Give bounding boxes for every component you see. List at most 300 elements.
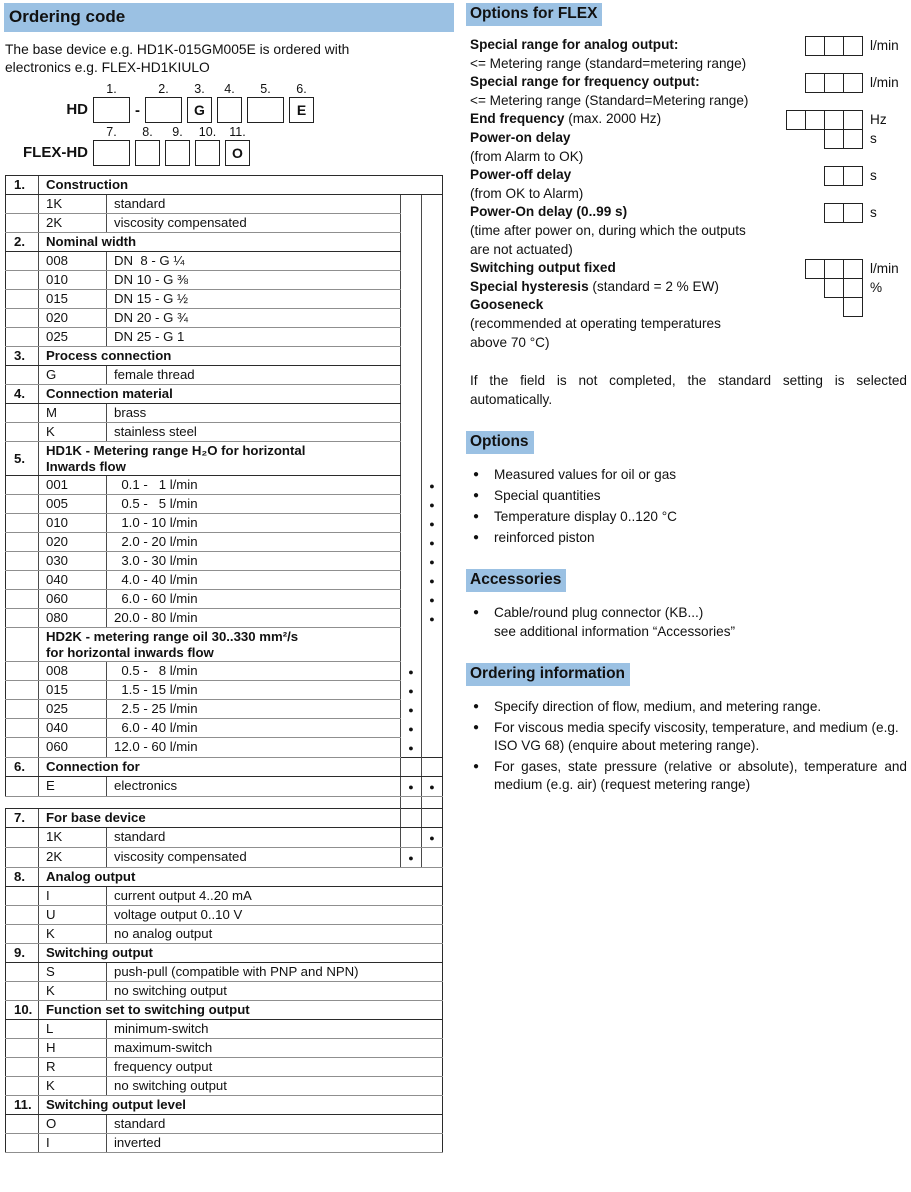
table-section-header	[6, 808, 443, 827]
row-number-cell	[6, 271, 39, 290]
option-description: no analog output	[107, 924, 443, 943]
section-number: 7.	[6, 808, 39, 827]
option-code: 060	[39, 590, 107, 609]
compatibility-dot-icon: ●	[429, 832, 435, 843]
code-entry-cell	[824, 278, 844, 298]
ordering-information-item	[466, 719, 907, 755]
flex-option-line	[470, 129, 759, 148]
bullet-icon: ●	[473, 761, 480, 773]
code-box-column	[225, 125, 250, 166]
channel-2k-cell	[401, 757, 422, 776]
option-code: 1K	[39, 195, 107, 214]
row-number-cell	[6, 719, 39, 738]
channel-1k-cell	[422, 776, 443, 796]
flex-option-note: <= Metering range (Standard=Metering range)	[470, 92, 749, 108]
row-number-cell	[6, 214, 39, 233]
section-label: For base device	[39, 808, 401, 827]
option-description: brass	[107, 404, 401, 423]
option-description: voltage output 0..10 V	[107, 905, 443, 924]
flex-option-line	[470, 222, 759, 259]
table-section-header	[6, 385, 443, 404]
table-row	[6, 1114, 443, 1133]
option-code: H	[39, 1038, 107, 1057]
flex-option-note: (standard = 2 % EW)	[588, 278, 719, 294]
channel-1k-cell	[422, 719, 443, 738]
unit-label: %	[870, 280, 883, 296]
code-box-column	[93, 125, 130, 166]
channel-1k-cell	[422, 757, 443, 776]
diagram-row-label: HD	[66, 101, 88, 118]
table-row	[6, 271, 443, 290]
option-description: standard	[107, 1114, 443, 1133]
code-entry-cell	[786, 110, 806, 130]
channel-2k-cell	[401, 347, 422, 366]
code-entry-widget	[782, 110, 907, 149]
row-number-cell	[6, 662, 39, 681]
section-label: Connection material	[39, 385, 401, 404]
code-entry-widget	[782, 36, 907, 56]
option-code: 1K	[39, 827, 107, 847]
option-description: DN 10 - G ⅜	[107, 271, 401, 290]
code-entry-cell	[843, 259, 863, 279]
section-label-line: HD1K - Metering range H₂O for horizontal	[46, 443, 306, 458]
gap-cell	[39, 796, 107, 808]
row-number-cell	[6, 1076, 39, 1095]
ordering-information-list	[466, 698, 907, 794]
unit-label: l/min	[870, 261, 899, 277]
option-description: frequency output	[107, 1057, 443, 1076]
channel-1k-cell	[422, 681, 443, 700]
code-entry-cells	[782, 166, 863, 186]
code-entry-line	[782, 110, 907, 130]
code-box-column	[289, 82, 314, 123]
channel-2k-cell	[401, 442, 422, 476]
row-number-cell	[6, 1038, 39, 1057]
channel-1k-cell	[422, 847, 443, 867]
code-entry-widget	[782, 203, 907, 223]
row-number-cell	[6, 476, 39, 495]
option-code: 008	[39, 662, 107, 681]
table-row	[6, 290, 443, 309]
option-description: no switching output	[107, 981, 443, 1000]
row-number-cell	[6, 309, 39, 328]
option-description: 6.0 - 40 l/min	[107, 719, 401, 738]
section-title-options: Options	[466, 431, 534, 454]
flex-option-line	[470, 73, 759, 92]
row-number-cell	[6, 195, 39, 214]
right-column	[466, 3, 907, 1153]
table-gap-row	[6, 796, 443, 808]
row-number-cell	[6, 366, 39, 385]
table-row	[6, 905, 443, 924]
option-code: I	[39, 1133, 107, 1152]
compatibility-dot-icon: ●	[429, 575, 435, 586]
section-label: Analog output	[39, 867, 443, 886]
channel-2k-cell	[401, 309, 422, 328]
channel-1k-cell	[422, 552, 443, 571]
code-box-9	[165, 140, 190, 166]
code-entry-cell	[805, 110, 825, 130]
bullet-icon: ●	[473, 469, 480, 481]
table-section-header	[6, 347, 443, 366]
table-section-header	[6, 233, 443, 252]
row-number-cell	[6, 423, 39, 442]
code-entry-cells	[782, 129, 863, 149]
option-description: DN 15 - G ½	[107, 290, 401, 309]
code-entry-widget	[782, 73, 907, 93]
section-label: Switching output level	[39, 1095, 443, 1114]
code-entry-cells	[782, 203, 863, 223]
table-row	[6, 423, 443, 442]
option-code: 040	[39, 719, 107, 738]
code-box-column	[135, 125, 160, 166]
channel-2k-cell	[401, 533, 422, 552]
ordering-information-item	[466, 698, 907, 716]
accessories-list-item-text: see additional information “Accessories”	[494, 624, 736, 640]
accessories-section	[466, 569, 907, 641]
left-column	[4, 3, 454, 1153]
option-description: current output 4..20 mA	[107, 886, 443, 905]
channel-1k-cell	[422, 252, 443, 271]
option-description: 1.5 - 15 l/min	[107, 681, 401, 700]
flex-option-line	[470, 185, 759, 204]
table-section-header	[6, 1000, 443, 1019]
section-number: 6.	[6, 757, 39, 776]
option-code: 025	[39, 700, 107, 719]
code-box-column	[247, 82, 284, 123]
option-description: viscosity compensated	[107, 847, 401, 867]
table-row	[6, 681, 443, 700]
table-section-header	[6, 442, 443, 476]
compatibility-dot-icon: ●	[408, 685, 414, 696]
table-row	[6, 366, 443, 385]
table-row	[6, 1019, 443, 1038]
code-box-number: 8.	[142, 125, 153, 139]
diagram-row-2	[4, 125, 454, 166]
table-row	[6, 776, 443, 796]
channel-1k-cell	[422, 628, 443, 662]
row-number-cell	[6, 962, 39, 981]
channel-2k-cell	[401, 609, 422, 628]
options-list-item-text: Measured values for oil or gas	[494, 467, 677, 483]
channel-2k-cell	[401, 328, 422, 347]
section-number: 1.	[6, 176, 39, 195]
option-code: K	[39, 924, 107, 943]
row-number-cell	[6, 847, 39, 867]
code-entry-cells	[782, 73, 863, 93]
code-entry-cell	[843, 110, 863, 130]
unit-label: s	[870, 168, 877, 184]
option-description: female thread	[107, 366, 401, 385]
flex-option-line	[470, 259, 759, 278]
code-entry-cell	[824, 166, 844, 186]
code-entry-cell	[805, 73, 825, 93]
code-entry-cell	[843, 129, 863, 149]
table-row	[6, 886, 443, 905]
compatibility-dot-icon: ●	[429, 537, 435, 548]
flex-option-line	[470, 296, 759, 315]
table-row	[6, 1133, 443, 1152]
section-number: 11.	[6, 1095, 39, 1114]
flex-option-line	[470, 55, 759, 74]
channel-1k-cell	[422, 796, 443, 808]
option-code: K	[39, 1076, 107, 1095]
option-code: M	[39, 404, 107, 423]
code-box-column	[195, 125, 220, 166]
code-box-column	[187, 82, 212, 123]
code-entry-cell	[843, 166, 863, 186]
flex-option-note: (time after power on, during which the outputs are not actuated)	[470, 222, 746, 257]
channel-1k-cell	[422, 233, 443, 252]
channel-2k-cell	[401, 366, 422, 385]
code-entry-line	[782, 203, 907, 223]
compatibility-dot-icon: ●	[429, 518, 435, 529]
flex-option-note: (recommended at operating temperatures above 70 °C)	[470, 315, 721, 350]
option-description: standard	[107, 827, 401, 847]
compatibility-dot-icon: ●	[429, 499, 435, 510]
channel-1k-cell	[422, 385, 443, 404]
unit-label: Hz	[870, 112, 887, 128]
flex-option-label: Power-on delay	[470, 129, 571, 145]
channel-2k-cell	[401, 628, 422, 662]
code-box-4	[217, 97, 242, 123]
flex-option-text	[466, 110, 759, 166]
flex-option-line	[470, 148, 759, 167]
channel-2k-cell	[401, 827, 422, 847]
code-entry-widget	[782, 259, 907, 317]
option-code: L	[39, 1019, 107, 1038]
row-number-cell	[6, 981, 39, 1000]
flex-option-group	[466, 203, 907, 259]
section-number: 5.	[6, 442, 39, 476]
code-entry-cell	[843, 36, 863, 56]
channel-1k-cell	[422, 309, 443, 328]
table-row	[6, 1038, 443, 1057]
code-entry-line	[782, 259, 907, 279]
section-number: 2.	[6, 233, 39, 252]
channel-2k-cell	[401, 776, 422, 796]
compatibility-dot-icon: ●	[408, 852, 414, 863]
channel-1k-cell	[422, 442, 443, 476]
table-section-header	[6, 176, 443, 195]
flex-option-line	[470, 36, 759, 55]
flex-option-text	[466, 36, 759, 73]
table-row	[6, 662, 443, 681]
channel-1k-cell	[422, 533, 443, 552]
compatibility-dot-icon: ●	[429, 556, 435, 567]
flex-option-line	[470, 315, 759, 352]
code-box-6: E	[289, 97, 314, 123]
section-label: Nominal width	[39, 233, 401, 252]
compatibility-dot-icon: ●	[429, 594, 435, 605]
table-row	[6, 533, 443, 552]
table-row	[6, 981, 443, 1000]
code-box-number: 7.	[106, 125, 117, 139]
options-section	[466, 431, 907, 547]
option-code: 040	[39, 571, 107, 590]
code-box-column	[165, 125, 190, 166]
flex-option-line	[470, 166, 759, 185]
option-description: electronics	[107, 776, 401, 796]
unit-label: s	[870, 205, 877, 221]
table-row	[6, 847, 443, 867]
channel-1k-cell	[422, 195, 443, 214]
code-box-10	[195, 140, 220, 166]
section-title-ordering-information: Ordering information	[466, 663, 630, 686]
channel-1k-cell	[422, 347, 443, 366]
section-number	[6, 628, 39, 662]
table-row	[6, 738, 443, 758]
table-row	[6, 924, 443, 943]
option-code: R	[39, 1057, 107, 1076]
section-label	[39, 442, 401, 476]
options-list-item	[466, 487, 907, 505]
compatibility-dot-icon: ●	[429, 613, 435, 624]
row-number-cell	[6, 609, 39, 628]
option-code: O	[39, 1114, 107, 1133]
channel-2k-cell	[401, 681, 422, 700]
table-row	[6, 609, 443, 628]
code-box-number: 11.	[229, 125, 246, 139]
flex-option-label: Power-On delay (0..99 s)	[470, 204, 628, 220]
channel-1k-cell	[422, 404, 443, 423]
bullet-icon: ●	[473, 607, 480, 619]
row-number-cell	[6, 681, 39, 700]
flex-option-label: Power-off delay	[470, 167, 572, 183]
code-entry-widget	[782, 166, 907, 186]
gap-cell	[107, 796, 401, 808]
option-code: 020	[39, 533, 107, 552]
ordering-code-table	[5, 175, 443, 1153]
flex-option-label: Gooseneck	[470, 297, 544, 313]
table-row	[6, 214, 443, 233]
flex-option-text	[466, 73, 759, 110]
option-code: E	[39, 776, 107, 796]
code-entry-cells	[782, 259, 863, 279]
flex-option-line	[470, 278, 759, 297]
row-number-cell	[6, 252, 39, 271]
option-code: 2K	[39, 214, 107, 233]
code-entry-cells	[782, 297, 863, 317]
gap-cell	[6, 796, 39, 808]
row-number-cell	[6, 590, 39, 609]
channel-2k-cell	[401, 214, 422, 233]
channel-2k-cell	[401, 233, 422, 252]
code-entry-line	[782, 36, 907, 56]
channel-1k-cell	[422, 214, 443, 233]
row-number-cell	[6, 1019, 39, 1038]
code-entry-cell	[805, 36, 825, 56]
intro-text	[5, 41, 454, 76]
channel-2k-cell	[401, 552, 422, 571]
section-title-options-for-flex: Options for FLEX	[466, 3, 602, 26]
unit-label: l/min	[870, 75, 899, 91]
code-box-11: O	[225, 140, 250, 166]
channel-2k-cell	[401, 796, 422, 808]
ordering-information-item-text: For viscous media specify viscosity, temperature, and medium (e.g. ISO VG 68) (enquire about metering range).	[494, 720, 899, 754]
code-entry-cell	[824, 36, 844, 56]
ordering-information-item-text: For gases, state pressure (relative or absolute), temperature and medium (e.g. air) (request metering range)	[494, 759, 907, 793]
diagram-row-1	[4, 82, 454, 123]
section-number: 3.	[6, 347, 39, 366]
option-code: 001	[39, 476, 107, 495]
bullet-icon: ●	[473, 511, 480, 523]
flex-option-line	[470, 203, 759, 222]
option-description: 0.1 - 1 l/min	[107, 476, 401, 495]
option-code: 080	[39, 609, 107, 628]
table-row	[6, 827, 443, 847]
section-label-line: HD2K - metering range oil 30..330 mm²/s	[46, 629, 299, 644]
compatibility-dot-icon: ●	[408, 666, 414, 677]
bullet-icon: ●	[473, 701, 480, 713]
ordering-information-section	[466, 663, 907, 794]
code-box-column	[145, 82, 182, 123]
code-entry-cells	[782, 110, 863, 130]
row-number-cell	[6, 776, 39, 796]
flex-option-text	[466, 166, 759, 203]
option-description: minimum-switch	[107, 1019, 443, 1038]
code-entry-cell	[824, 110, 844, 130]
table-row	[6, 571, 443, 590]
flex-option-line	[470, 110, 759, 129]
table-section-header	[6, 757, 443, 776]
option-code: 015	[39, 681, 107, 700]
option-code: 060	[39, 738, 107, 758]
diagram-row-label: FLEX-HD	[23, 144, 88, 161]
row-number-cell	[6, 700, 39, 719]
options-list-item	[466, 529, 907, 547]
flex-option-group	[466, 73, 907, 110]
options-list	[466, 466, 907, 547]
row-number-cell	[6, 738, 39, 758]
channel-1k-cell	[422, 808, 443, 827]
code-entry-line	[782, 166, 907, 186]
options-list-item-text: reinforced piston	[494, 530, 595, 546]
option-code: 020	[39, 309, 107, 328]
table-section-header	[6, 867, 443, 886]
code-entry-cell	[843, 203, 863, 223]
accessories-list	[466, 604, 907, 641]
channel-2k-cell	[401, 476, 422, 495]
section-label-line: Inwards flow	[46, 458, 126, 474]
options-list-item-text: Special quantities	[494, 488, 601, 504]
channel-2k-cell	[401, 290, 422, 309]
option-code: U	[39, 905, 107, 924]
code-box-3: G	[187, 97, 212, 123]
table-row	[6, 309, 443, 328]
row-number-cell	[6, 905, 39, 924]
code-entry-cells	[782, 278, 863, 298]
row-number-cell	[6, 1057, 39, 1076]
flex-option-group	[466, 259, 907, 352]
channel-1k-cell	[422, 328, 443, 347]
option-description: 2.5 - 25 l/min	[107, 700, 401, 719]
table-row	[6, 195, 443, 214]
code-box-column	[93, 82, 130, 123]
channel-2k-cell	[401, 252, 422, 271]
channel-2k-cell	[401, 700, 422, 719]
unit-label: l/min	[870, 38, 899, 53]
ordering-information-item	[466, 758, 907, 794]
code-entry-cell	[843, 297, 863, 317]
table-row	[6, 404, 443, 423]
option-code: 015	[39, 290, 107, 309]
table-row	[6, 1057, 443, 1076]
channel-1k-cell	[422, 571, 443, 590]
row-number-cell	[6, 328, 39, 347]
channel-1k-cell	[422, 271, 443, 290]
channel-1k-cell	[422, 700, 443, 719]
